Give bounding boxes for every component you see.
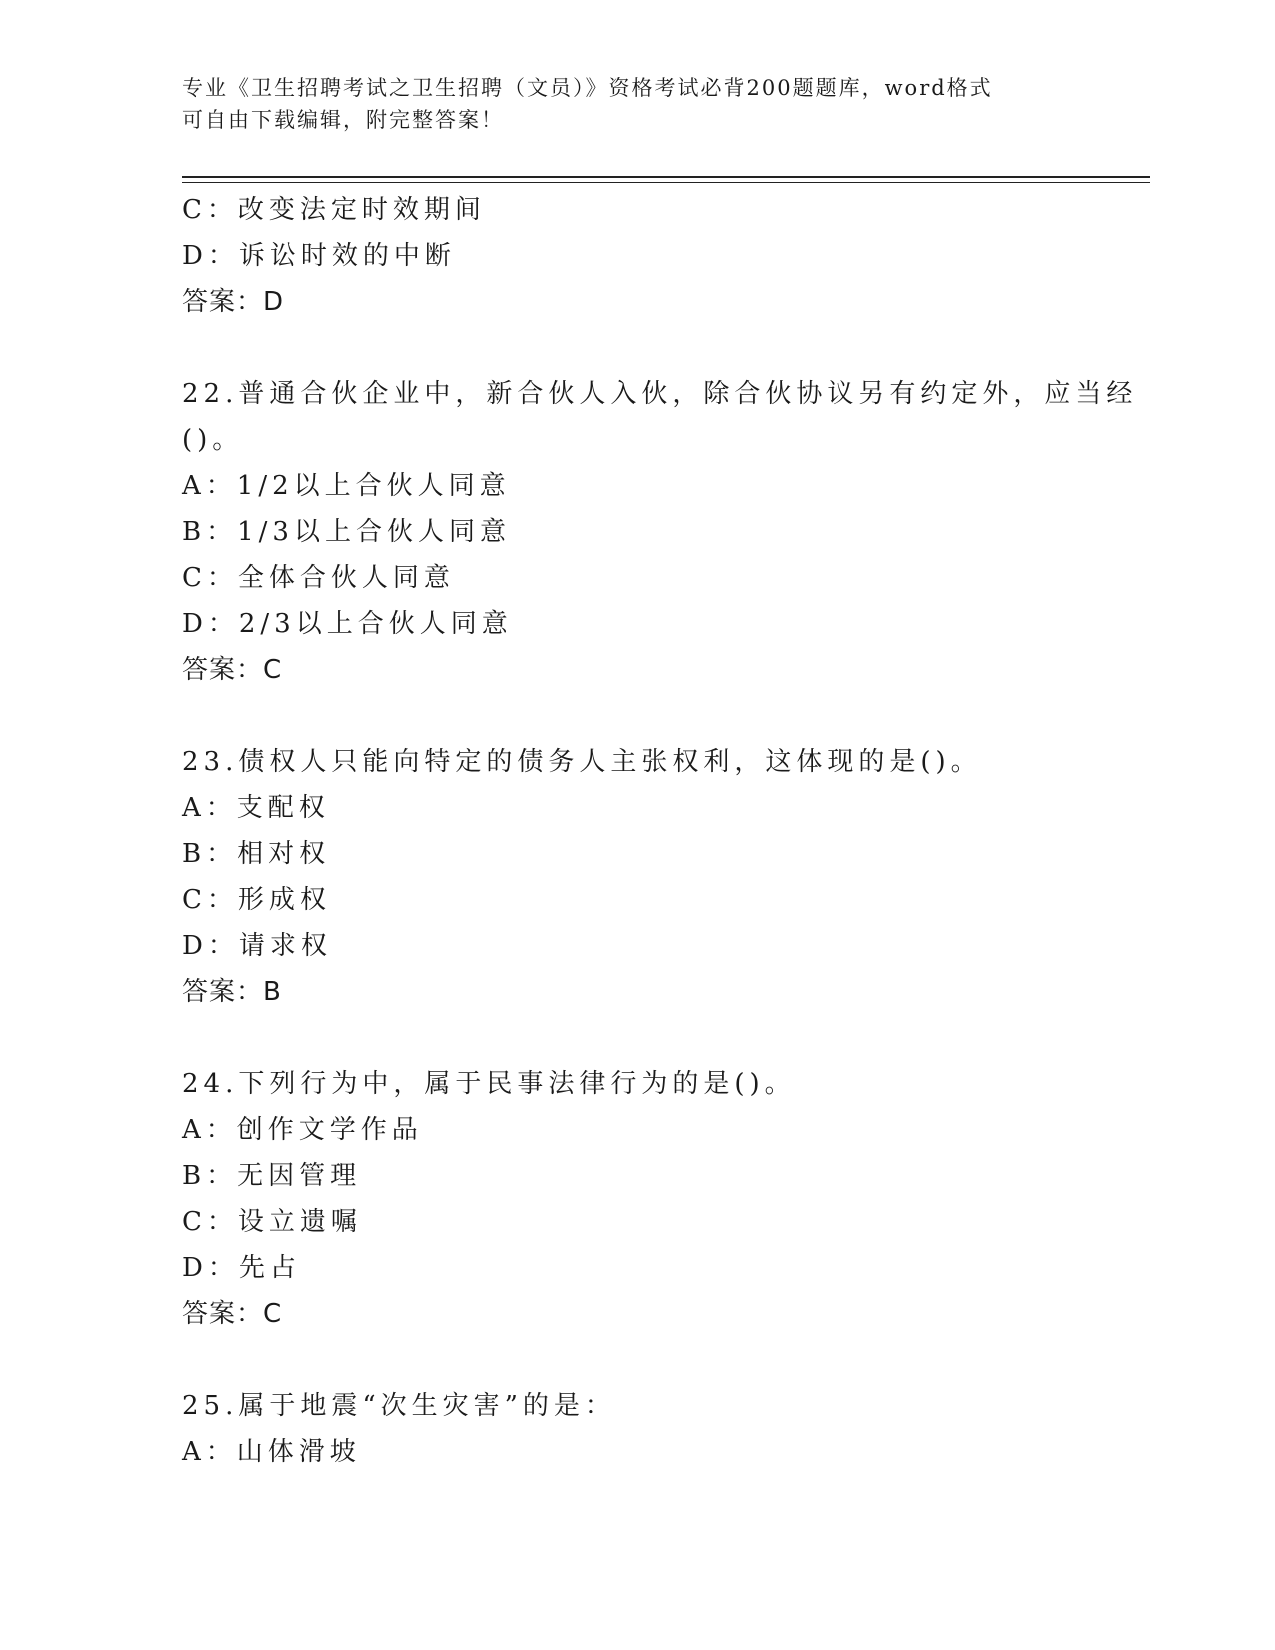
option-a: A：1/2以上合伙人同意 — [182, 471, 511, 501]
option-d: D：请求权 — [182, 931, 332, 961]
answer-text: 答案：B — [182, 977, 282, 1007]
spacer — [182, 693, 1082, 739]
option-a: A：支配权 — [182, 793, 330, 823]
option-b: B：无因管理 — [182, 1161, 362, 1191]
question-22 — [182, 371, 1138, 693]
question-list — [182, 187, 1138, 1475]
question-25 — [182, 1383, 1082, 1475]
header-divider-thin — [182, 182, 1150, 183]
spacer — [182, 1015, 1082, 1061]
option-c: C：改变法定时效期间 — [182, 195, 486, 225]
header-divider-thick — [182, 176, 1150, 178]
question-stem: 23.债权人只能向特定的债务人主张权利，这体现的是()。 — [182, 747, 982, 777]
question-stem-continued: ()。 — [182, 425, 244, 455]
option-a: A：山体滑坡 — [182, 1437, 361, 1467]
option-b: B：相对权 — [182, 839, 331, 869]
option-d: D：诉讼时效的中断 — [182, 241, 456, 271]
option-c: C：设立遗嘱 — [182, 1207, 362, 1237]
answer-text: 答案：C — [182, 1299, 283, 1329]
option-c: C：形成权 — [182, 885, 331, 915]
question-23 — [182, 739, 1082, 1015]
question-24 — [182, 1061, 1082, 1337]
question-stem: 24.下列行为中，属于民事法律行为的是()。 — [182, 1069, 796, 1099]
option-d: D：2/3以上合伙人同意 — [182, 609, 513, 639]
spacer — [182, 1337, 1082, 1383]
header-title-line-1: 专业《卫生招聘考试之卫生招聘（文员）》资格考试必背200题题库，word格式 — [182, 76, 993, 100]
option-d: D：先占 — [182, 1253, 301, 1283]
question-stem: 22.普通合伙企业中，新合伙人入伙，除合伙协议另有约定外，应当经 — [182, 379, 1138, 409]
option-c: C：全体合伙人同意 — [182, 563, 455, 593]
option-b: B：1/3以上合伙人同意 — [182, 517, 511, 547]
answer-text: 答案：C — [182, 655, 283, 685]
question-stem: 25.属于地震“次生灾害”的是： — [182, 1391, 616, 1421]
question-21-continued — [182, 187, 1082, 325]
answer-text: 答案：D — [182, 287, 285, 317]
header-title-line-2: 可自由下载编辑，附完整答案！ — [182, 108, 504, 132]
option-a: A：创作文学作品 — [182, 1115, 423, 1145]
spacer — [182, 325, 1082, 371]
document-header — [182, 72, 1062, 136]
